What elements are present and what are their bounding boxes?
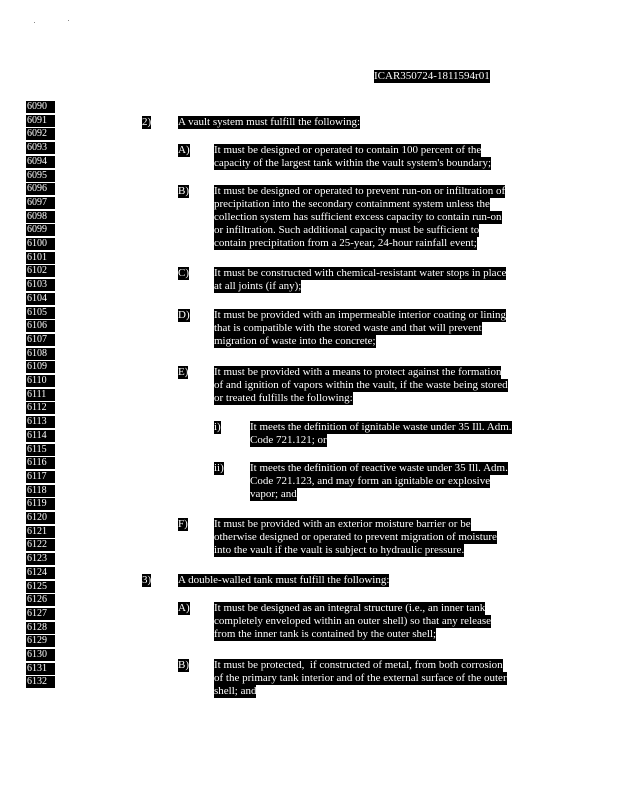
line-number: 6113 <box>26 416 55 428</box>
paragraph-line: of and ignition of vapors within the vault, if the waste being stored <box>214 379 508 391</box>
line-number: 6126 <box>26 594 55 606</box>
paragraph-line: at all joints (if any); <box>214 280 302 292</box>
line-number: 6090 <box>26 101 55 113</box>
section-heading: A double-walled tank must fulfill the following: <box>178 574 390 586</box>
line-number: 6119 <box>26 498 55 510</box>
line-number: 6096 <box>26 183 55 195</box>
line-number: 6117 <box>26 471 55 483</box>
line-number: 6121 <box>26 526 55 538</box>
line-number: 6103 <box>26 279 55 291</box>
line-number: 6111 <box>26 389 55 401</box>
line-number: 6105 <box>26 307 55 319</box>
line-number: 6114 <box>26 430 55 442</box>
paragraph-line: of the primary tank interior and of the external surface of the outer <box>214 672 507 684</box>
line-number: 6095 <box>26 170 55 182</box>
line-number: 6118 <box>26 485 55 497</box>
item-marker: A) <box>178 144 190 156</box>
line-number: 6131 <box>26 663 55 675</box>
paragraph-line: It must be provided with a means to protect against the formation <box>214 366 502 378</box>
paragraph-line: Code 721.121; or <box>250 434 327 446</box>
paragraph-line: It must be provided with an exterior moisture barrier or be <box>214 518 471 530</box>
section-heading: A vault system must fulfill the following: <box>178 116 361 128</box>
line-number: 6098 <box>26 211 55 223</box>
item-marker: B) <box>178 185 189 197</box>
paragraph-line: It must be protected, if constructed of metal, from both corrosion <box>214 659 503 671</box>
line-number: 6124 <box>26 567 55 579</box>
line-number: 6127 <box>26 608 55 620</box>
line-number: 6115 <box>26 444 55 456</box>
paragraph-line: It must be provided with an impermeable interior coating or lining <box>214 309 507 321</box>
document-id: ICAR350724-1811594r01 <box>374 70 490 82</box>
line-number: 6108 <box>26 348 55 360</box>
item-marker: F) <box>178 518 188 530</box>
line-number: 6109 <box>26 361 55 373</box>
paragraph-line: collection system has sufficient excess capacity to contain run-on <box>214 211 502 223</box>
line-number: 6132 <box>26 676 55 688</box>
paragraph-line: migration of waste into the concrete; <box>214 335 376 347</box>
section-marker: 2) <box>142 116 152 128</box>
paragraph-line: or treated fulfills the following: <box>214 392 353 404</box>
section-marker: 3) <box>142 574 152 586</box>
item-marker: D) <box>178 309 190 321</box>
subitem-marker: ii) <box>214 462 224 474</box>
item-marker: E) <box>178 366 189 378</box>
line-number: 6128 <box>26 622 55 634</box>
line-number: 6104 <box>26 293 55 305</box>
paragraph-line: It must be designed or operated to prevent run-on or infiltration of <box>214 185 506 197</box>
line-number: 6116 <box>26 457 55 469</box>
line-number: 6123 <box>26 553 55 565</box>
paragraph-line: It meets the definition of ignitable waste under 35 Ill. Adm. <box>250 421 512 433</box>
paragraph-line: or infiltration. Such additional capacity must be sufficient to <box>214 224 480 236</box>
paragraph-line: completely enveloped within an outer shell) so that any release <box>214 615 492 627</box>
item-marker: C) <box>178 267 189 279</box>
line-number: 6093 <box>26 142 55 154</box>
paragraph-line: vapor; and <box>250 488 297 500</box>
paragraph-line: It must be designed as an integral structure (i.e., an inner tank <box>214 602 486 614</box>
paragraph-line: otherwise designed or operated to prevent migration of moisture <box>214 531 497 543</box>
paragraph-line: from the inner tank is contained by the outer shell; <box>214 628 437 640</box>
item-marker: A) <box>178 602 190 614</box>
line-number: 6112 <box>26 402 55 414</box>
paragraph-line: contain precipitation from a 25-year, 24-hour rainfall event; <box>214 237 477 249</box>
line-number: 6094 <box>26 156 55 168</box>
paragraph-line: capacity of the largest tank within the vault system's boundary; <box>214 157 492 169</box>
line-number: 6097 <box>26 197 55 209</box>
paragraph-line: It must be designed or operated to contain 100 percent of the <box>214 144 482 156</box>
line-number: 6130 <box>26 649 55 661</box>
line-number: 6107 <box>26 334 55 346</box>
paragraph-line: It must be constructed with chemical-resistant water stops in place <box>214 267 507 279</box>
item-marker: B) <box>178 659 189 671</box>
paragraph-line: It meets the definition of reactive waste under 35 Ill. Adm. <box>250 462 508 474</box>
line-number: 6099 <box>26 224 55 236</box>
paragraph-line: Code 721.123, and may form an ignitable or explosive <box>250 475 491 487</box>
paragraph-line: shell; and <box>214 685 257 697</box>
paragraph-line: that is compatible with the stored waste and that will prevent <box>214 322 482 334</box>
line-number: 6102 <box>26 265 55 277</box>
line-number: 6101 <box>26 252 55 264</box>
line-number: 6091 <box>26 115 55 127</box>
line-number: 6120 <box>26 512 55 524</box>
line-number: 6110 <box>26 375 55 387</box>
line-number: 6122 <box>26 539 55 551</box>
line-number: 6106 <box>26 320 55 332</box>
line-number: 6129 <box>26 635 55 647</box>
paragraph-line: into the vault if the vault is subject to hydraulic pressure. <box>214 544 465 556</box>
subitem-marker: i) <box>214 421 221 433</box>
line-number: 6125 <box>26 581 55 593</box>
line-number: 6092 <box>26 128 55 140</box>
paragraph-line: precipitation into the secondary containment system unless the <box>214 198 490 210</box>
line-number: 6100 <box>26 238 55 250</box>
